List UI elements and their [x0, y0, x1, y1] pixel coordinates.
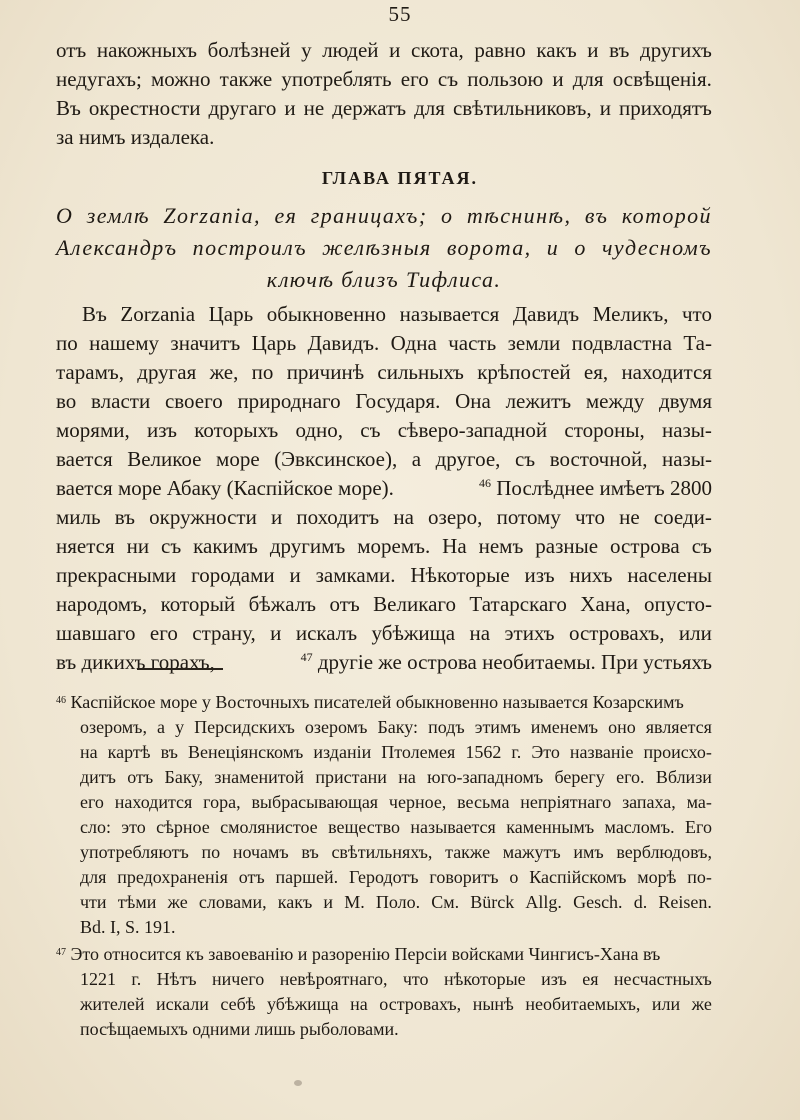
paragraph-top — [56, 36, 712, 152]
text-line-with-note — [56, 474, 712, 503]
footnote-number: 46 — [56, 695, 66, 706]
page-number: 55 — [388, 2, 412, 26]
text-line: за нимъ издалека. — [56, 125, 215, 149]
text-line: Въ окрестности другаго и не держатъ для свѣтильниковъ, и приходятъ — [56, 96, 712, 120]
text-line: вается Великое море (Эвксинское), а другое, съ восточной, назы- — [56, 447, 712, 471]
paragraph-main — [56, 300, 712, 677]
text-fragment: Послѣднее имѣетъ 2800 — [496, 476, 712, 500]
text-fragment: вается море Абаку (Каспійское море). — [56, 476, 394, 500]
footnote-divider — [137, 668, 223, 670]
footnote-line: Bd. I, S. 191. — [80, 917, 176, 937]
text-line: народомъ, который бѣжалъ отъ Великаго Татарскаго Хана, опусто- — [56, 592, 712, 616]
footnote-line: сло: это сѣрное смолянистое вещество называется каменнымъ масломъ. Его — [80, 817, 712, 837]
footnote-line: для предохраненія отъ паршей. Геродотъ говоритъ о Каспійскомъ морѣ по- — [80, 867, 712, 887]
text-line: морями, изъ которыхъ одно, съ сѣверо-западной стороны, назы- — [56, 418, 712, 442]
footnote-46 — [56, 690, 712, 940]
chapter-title: ГЛАВА ПЯТАЯ. — [321, 168, 479, 188]
footnote-line: озеромъ, а у Персидскихъ озеромъ Баку: подъ этимъ именемъ оно является — [80, 717, 712, 737]
text-line: тарамъ, другая же, по причинѣ сильныхъ крѣпостей ея, находится — [56, 360, 712, 384]
footnote-line: $^{47}$ Это относится къ завоеванію и разоренію Персіи войсками Чингисъ-Хана въ — [56, 944, 661, 964]
footnote-line: чти тѣми же словами, какъ и М. Поло. См. Bürck Allg. Gesch. d. Reisen. — [80, 892, 712, 912]
footnote-line: употребляютъ по ночамъ въ свѣтильняхъ, также мажутъ имъ верблюдовъ, — [80, 842, 712, 862]
text-fragment: другіе же острова необитаемы. При устьяхъ — [317, 650, 712, 674]
text-line: прекрасными городами и замками. Нѣкоторые изъ нихъ населены — [56, 563, 712, 587]
text-line: недугахъ; можно также употреблять его съ пользою и для освѣщенія. — [56, 67, 712, 91]
text-line: миль въ окружности и походитъ на озеро, потому что не соеди- — [56, 505, 712, 529]
footnote-number: 47 — [56, 947, 66, 958]
footnote-line: жителей искали себѣ убѣжища на островахъ, нынѣ необитаемыхъ, или же — [80, 994, 712, 1014]
footnote-line: на картѣ въ Венеціянскомъ изданіи Птолемея 1562 г. Это названіе происхо- — [80, 742, 712, 762]
text-line: во власти своего природнаго Государя. Она лежитъ между двумя — [56, 389, 712, 413]
text-line: отъ накожныхъ болѣзней у людей и скота, равно какъ и въ другихъ — [56, 38, 712, 62]
subtitle-line: Александръ построилъ желѣзныя ворота, и о чудесномъ — [56, 235, 712, 260]
text-line: Въ Zorzania Царь обыкновенно называется Давидъ Меликъ, что — [82, 302, 712, 326]
footnote-ref-46[interactable]: $^{46}$ Послѣднее имѣетъ 2800 — [479, 476, 712, 500]
footnote-line: $^{46}$ Каспійское море у Восточныхъ писателей обыкновенно называется Козарскимъ — [56, 692, 684, 712]
footnote-line: посѣщаемыхъ одними лишь рыболовами. — [80, 1019, 399, 1039]
chapter-subtitle — [56, 200, 712, 296]
footnote-ref-47[interactable]: $^{47}$ другіе же острова необитаемы. При устьяхъ — [300, 650, 712, 674]
footnote-47 — [56, 942, 712, 1042]
text-line: по нашему значитъ Царь Давидъ. Одна часть земли подвластна Та- — [56, 331, 712, 355]
text-line-with-note — [56, 648, 712, 677]
text-line: няется ни съ какимъ другимъ моремъ. На немъ разные острова съ — [56, 534, 712, 558]
text-fragment: въ дикихъ горахъ, — [56, 650, 215, 674]
subtitle-line: ключѣ близъ Тифлиса. — [266, 267, 502, 292]
footnote-line: 1221 г. Нѣтъ ничего невѣроятнаго, что нѣкоторые изъ ея несчастныхъ — [80, 969, 712, 989]
text-line: шавшаго его страну, и искалъ убѣжища на этихъ островахъ, или — [56, 621, 712, 645]
footnote-line: его находится гора, выбрасывающая черное, весьма непріятнаго запаха, ма- — [80, 792, 712, 812]
paper-speck — [294, 1080, 302, 1086]
footnote-line: дитъ отъ Баку, знаменитой пристани на юго-западномъ берегу его. Вблизи — [80, 767, 712, 787]
subtitle-line: О землѣ Zorzania, ея границахъ; о тѣснинѣ, въ которой — [56, 203, 712, 228]
